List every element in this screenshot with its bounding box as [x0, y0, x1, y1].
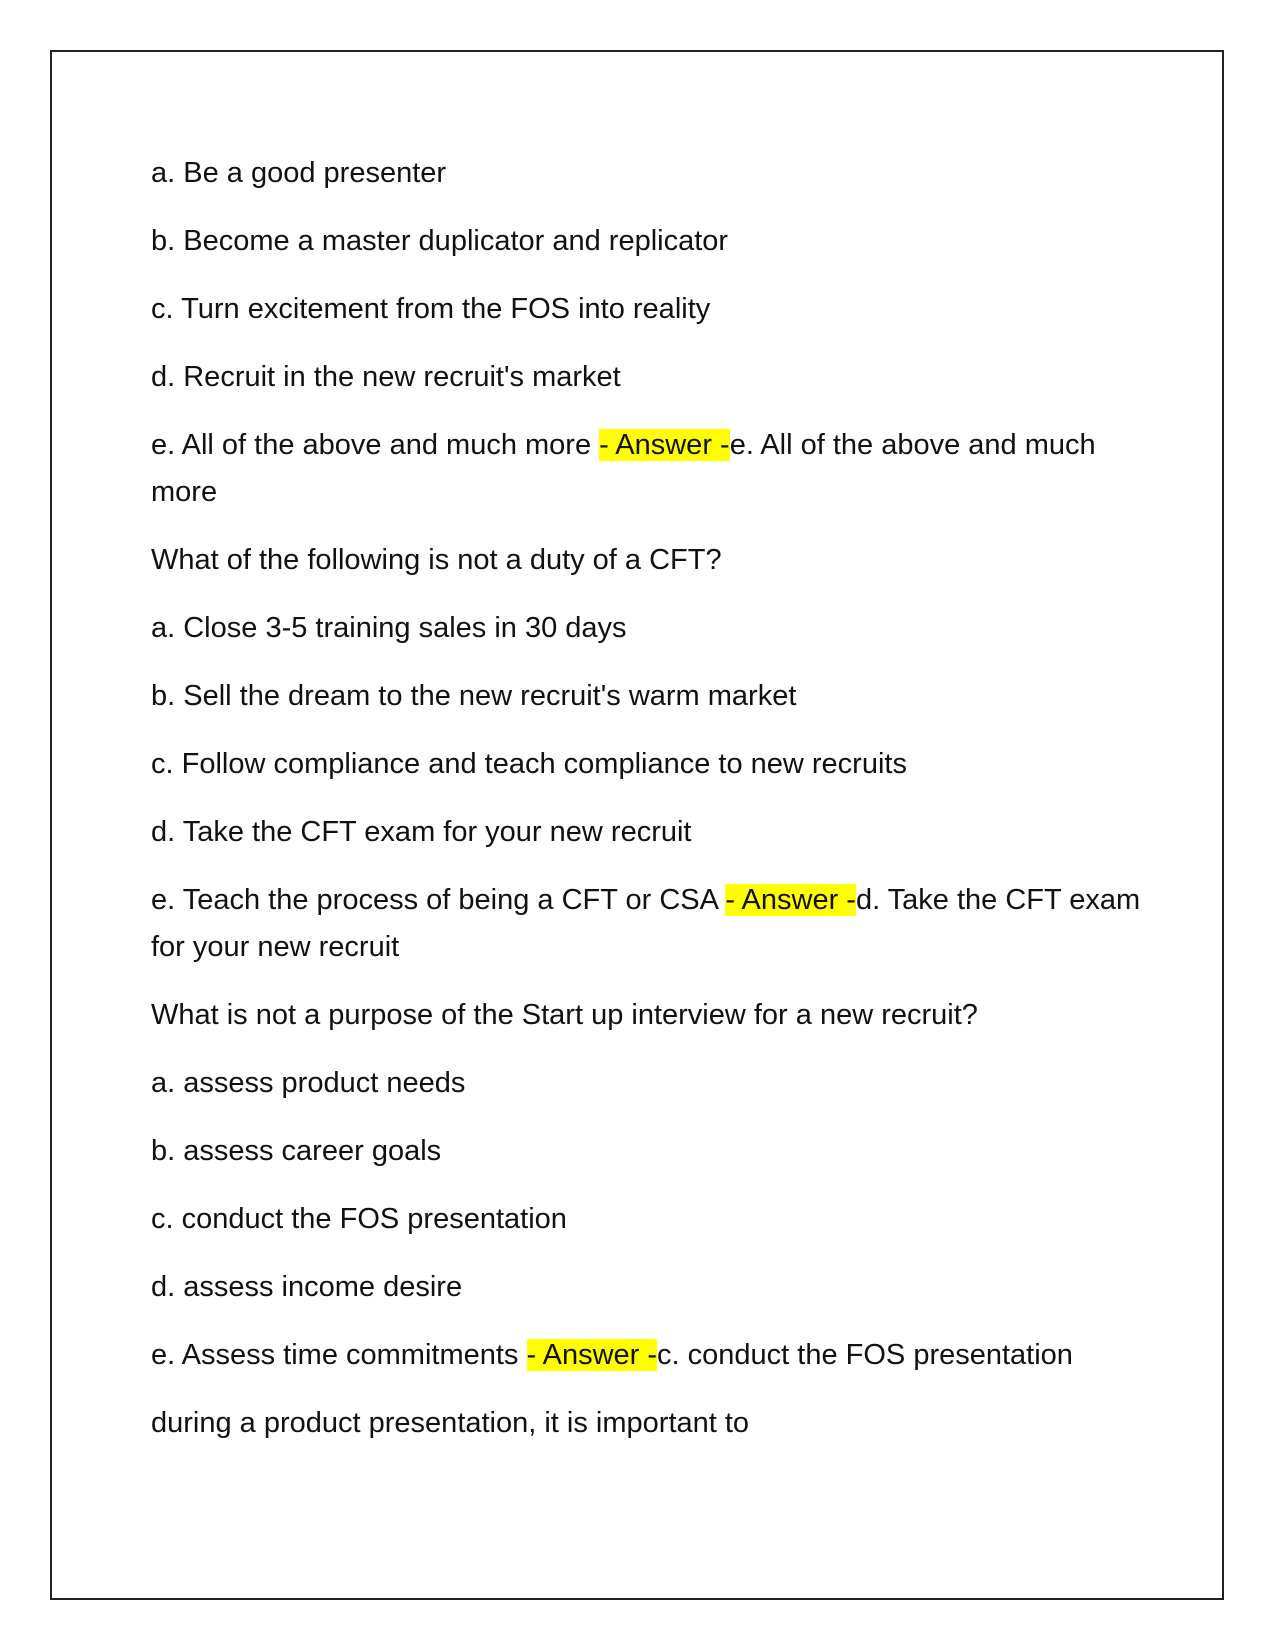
- answer-highlight: - Answer -: [725, 884, 856, 916]
- option-text: e. Assess time commitments: [151, 1339, 527, 1371]
- option-text: d. assess income desire: [151, 1271, 463, 1303]
- answer-text: d. Take the CFT exam for your new recruit: [151, 884, 1141, 963]
- answer-line: [151, 1332, 1151, 1379]
- answer-highlight: - Answer -: [599, 429, 730, 461]
- option-text: c. conduct the FOS presentation: [151, 1203, 567, 1235]
- option-text: e. All of the above and much more: [151, 429, 600, 461]
- question-text: What is not a purpose of the Start up interview for a new recruit?: [151, 999, 978, 1031]
- option-text: d. Take the CFT exam for your new recruit: [151, 816, 692, 848]
- answer-highlight: - Answer -: [526, 1339, 658, 1371]
- option-text: a. Be a good presenter: [151, 157, 447, 189]
- option-text: c. Follow compliance and teach compliance to new recruits: [151, 748, 907, 780]
- option-text: a. assess product needs: [151, 1067, 466, 1099]
- answer-line: [151, 422, 1151, 516]
- option-text: b. Become a master duplicator and replicator: [151, 225, 729, 257]
- answer-line: [151, 877, 1151, 971]
- option-text: b. Sell the dream to the new recruit's warm market: [151, 680, 797, 712]
- option-text: b. assess career goals: [151, 1135, 442, 1167]
- question-text: during a product presentation, it is important to: [151, 1407, 750, 1439]
- document-body: [151, 150, 1151, 1468]
- option-text: a. Close 3-5 training sales in 30 days: [151, 612, 627, 644]
- option-text: c. Turn excitement from the FOS into reality: [151, 293, 711, 325]
- answer-text: e. All of the above and much more: [151, 429, 1096, 508]
- answer-text: c. conduct the FOS presentation: [657, 1339, 1073, 1371]
- option-text: e. Teach the process of being a CFT or CSA: [151, 884, 726, 916]
- question-text: What of the following is not a duty of a CFT?: [151, 544, 722, 576]
- option-text: d. Recruit in the new recruit's market: [151, 361, 621, 393]
